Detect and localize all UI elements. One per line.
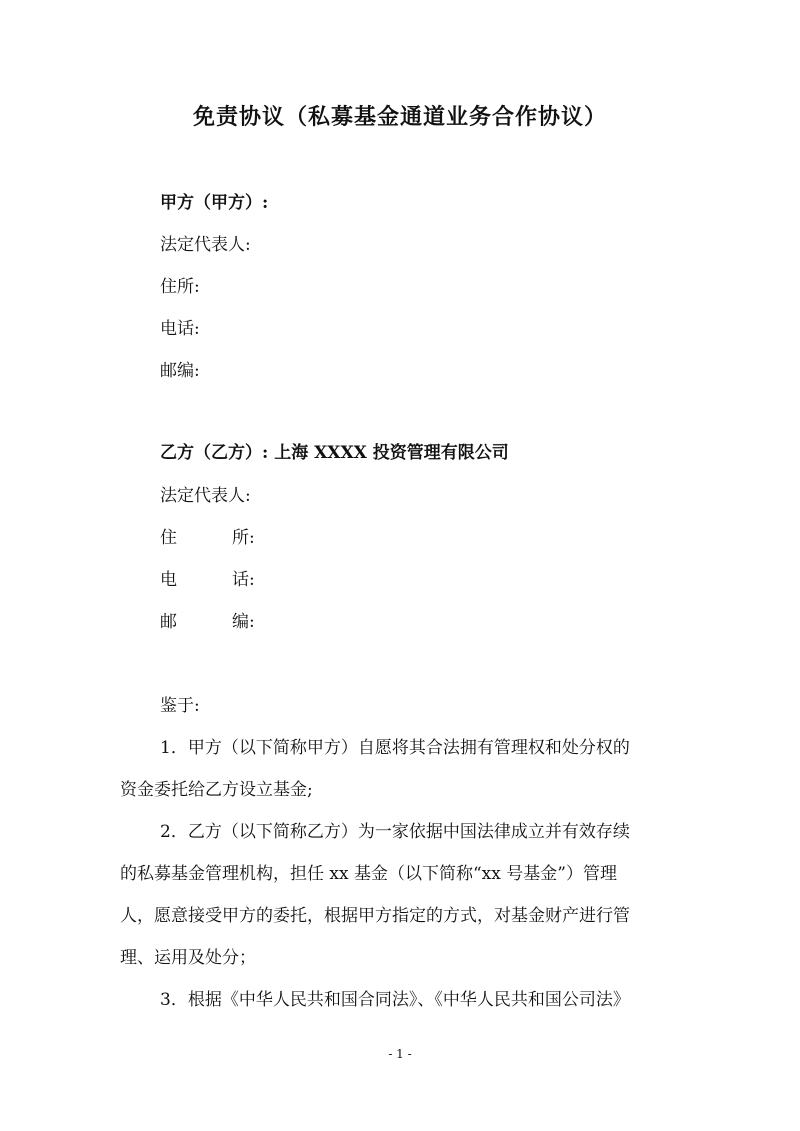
party-a-phone: 电话: bbox=[160, 319, 200, 339]
party-b-address-char1: 住 bbox=[160, 528, 177, 548]
recital-line: 1．甲方（以下简称甲方）自愿将其合法拥有管理权和处分权的 bbox=[160, 738, 630, 758]
recital-line: 理、运用及处分； bbox=[120, 948, 256, 968]
party-b-phone-char1: 电 bbox=[160, 570, 177, 590]
party-b-postcode-char1: 邮 bbox=[160, 612, 177, 632]
party-b-phone-char2: 话: bbox=[232, 570, 255, 590]
party-b-address-char2: 所: bbox=[232, 528, 255, 548]
recital-line: 资金委托给乙方设立基金; bbox=[120, 780, 313, 800]
party-b-postcode bbox=[160, 610, 255, 634]
party-b-heading: 乙方（乙方）: 上海 XXXX 投资管理有限公司 bbox=[160, 443, 509, 463]
recital-line: 2．乙方（以下简称乙方）为一家依据中国法律成立并有效存续 bbox=[160, 822, 630, 842]
recitals-intro: 鉴于: bbox=[160, 696, 200, 716]
recital-line: 的私募基金管理机构，担任 xx 基金（以下简称“xx 号基金”）管理 bbox=[120, 864, 617, 884]
party-b-phone bbox=[160, 568, 255, 592]
recital-line: 人，愿意接受甲方的委托，根据甲方指定的方式，对基金财产进行管 bbox=[120, 906, 630, 926]
party-b-postcode-char2: 编: bbox=[232, 612, 255, 632]
party-a-postcode: 邮编: bbox=[160, 361, 200, 381]
recital-line: 3．根据《中华人民共和国合同法》、《中华人民共和国公司法》 bbox=[160, 990, 630, 1010]
page-number: - 1 - bbox=[388, 1047, 412, 1061]
party-a-heading: 甲方（甲方）: bbox=[160, 193, 269, 213]
party-a-address: 住所: bbox=[160, 277, 200, 297]
party-b-address bbox=[160, 526, 255, 550]
party-a-representative: 法定代表人: bbox=[160, 235, 251, 255]
party-b-representative: 法定代表人: bbox=[160, 486, 251, 506]
document-title: 免责协议（私募基金通道业务合作协议） bbox=[192, 104, 607, 130]
